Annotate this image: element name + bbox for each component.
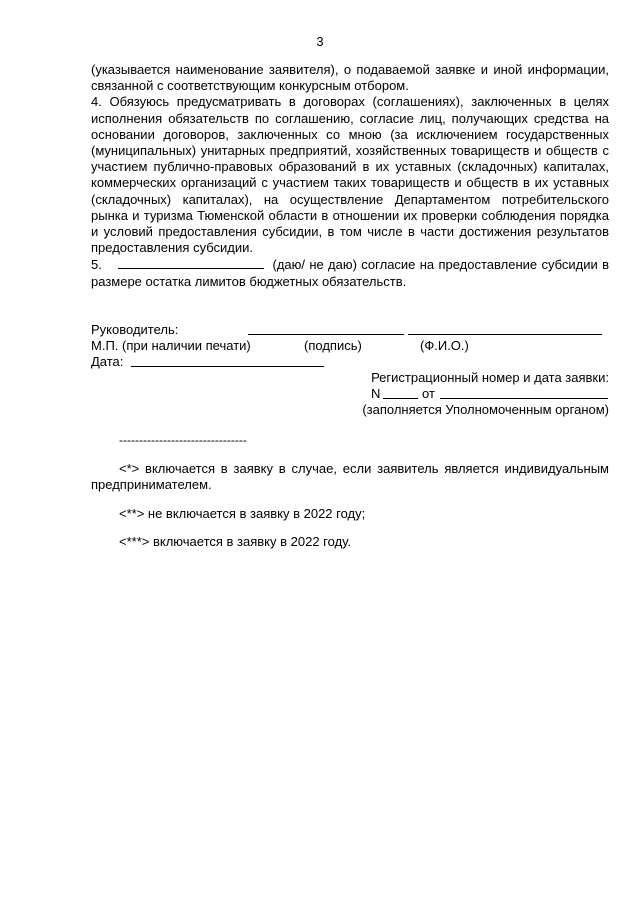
registration-title: Регистрационный номер и дата заявки:: [371, 370, 609, 385]
registration-number-prefix: N: [371, 386, 381, 401]
paragraph-continuation: (указывается наименование заявителя), о подаваемой заявке и иной информации, связанной с соответствующим конкурсным отбором.: [91, 62, 609, 94]
page-number: 3: [316, 34, 324, 49]
footnote-1: <*> включается в заявку в случае, если заявитель является индивидуальным предпринимателем.: [91, 461, 609, 493]
full-name-line: [408, 334, 602, 335]
footnote-2: <**> не включается в заявку в 2022 году;: [119, 506, 366, 521]
head-label: Руководитель:: [91, 322, 179, 337]
paragraph-5: [91, 256, 609, 289]
full-name-caption: (Ф.И.О.): [420, 338, 469, 353]
registration-from-label: от: [422, 386, 435, 401]
registration-note: (заполняется Уполномоченным органом): [362, 402, 609, 417]
date-label: Дата:: [91, 354, 124, 369]
date-line: [131, 366, 324, 367]
signature-caption: (подпись): [304, 338, 362, 353]
signature-line: [248, 334, 404, 335]
footnote-separator: --------------------------------: [119, 433, 247, 447]
footnote-3-block: [91, 534, 609, 550]
paragraph-4: 4. Обязуюсь предусматривать в договорах (соглашениях), заключенных в целях исполнения обязательств по соглашению, согласие лиц, получающих средства на основании договоров, заключенных со мною (за исключением государственных (муниципальных) унитарных предприятий, хозяйственных товариществ и обществ с участием публично-правовых образований в их уставных (складочных) капиталах, коммерческих организаций с участием таких товариществ и обществ в их уставных (складочных) капиталах), на осуществление Департаментом потребительского рынка и туризма Тюменской области в отношении их проверки соблюдения порядка и условий предоставления субсидии, в том числе в части достижения результатов предоставления субсидии.: [91, 94, 609, 256]
paragraph-5-number: 5.: [91, 257, 102, 273]
footnote-3: <***> включается в заявку в 2022 году.: [119, 534, 351, 549]
paragraph-5-text: (даю/ не даю) согласие на предоставление субсидии в размере остатка лимитов бюджетных обязательств.: [91, 257, 609, 289]
footnotes: [91, 432, 609, 448]
application-text: [91, 62, 609, 290]
consent-blank-line: [118, 256, 264, 269]
footnote-2-block: [91, 506, 609, 522]
registration-date-line: [440, 398, 608, 399]
footnote-1-block: [91, 461, 609, 493]
stamp-label: М.П. (при наличии печати): [91, 338, 251, 353]
registration-number-line: [383, 398, 418, 399]
